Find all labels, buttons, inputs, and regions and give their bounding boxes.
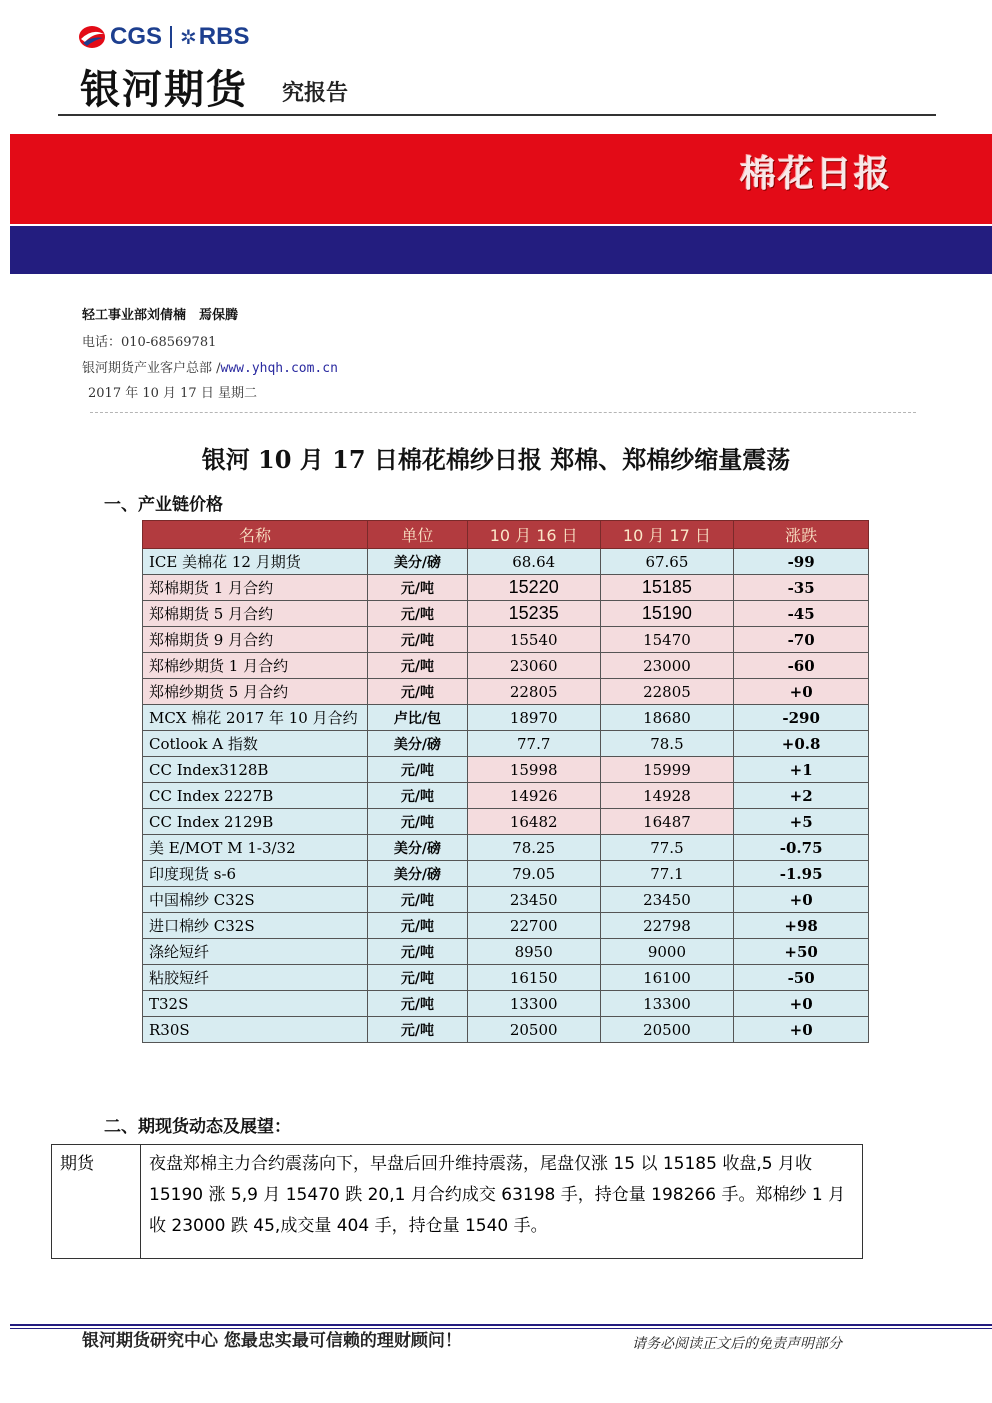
rbs-daisy-icon: ✲ [180,25,197,49]
company-name: 银河期货 [80,67,248,113]
cell-oct16: 23060 [467,653,600,679]
table-row [143,1017,869,1043]
cell-oct17: 22798 [600,913,734,939]
cell-oct17: 23000 [600,653,734,679]
cell-change: +0 [734,679,869,705]
website-link[interactable]: www.yhqh.com.cn [220,361,338,376]
cell-change: -70 [734,627,869,653]
cell-name: CC Index 2227B [143,783,368,809]
cell-oct16: 23450 [467,887,600,913]
cell-unit: 元/吨 [367,783,467,809]
table-header-row [143,521,869,549]
cell-oct16: 15998 [467,757,600,783]
cell-oct16: 22700 [467,913,600,939]
cell-change: -1.95 [734,861,869,887]
cell-oct16: 68.64 [467,549,600,575]
cell-oct17: 13300 [600,991,734,1017]
cell-name: 粘胶短纤 [143,965,368,991]
cell-oct16: 20500 [467,1017,600,1043]
table-row [143,809,869,835]
table-row [143,913,869,939]
header-oct16: 10 月 16 日 [467,521,600,549]
cell-change: -0.75 [734,835,869,861]
cell-name: ICE 美棉花 12 月期货 [143,549,368,575]
cell-unit: 美分/磅 [367,549,467,575]
cell-change: -60 [734,653,869,679]
cell-oct17: 22805 [600,679,734,705]
blue-banner [10,226,992,274]
cell-oct16: 16482 [467,809,600,835]
cell-unit: 元/吨 [367,757,467,783]
company-logo [78,20,249,54]
cell-unit: 美分/磅 [367,861,467,887]
commentary-table [51,1144,863,1259]
table-row [143,601,869,627]
cell-change: +50 [734,939,869,965]
cell-name: 郑棉期货 1 月合约 [143,575,368,601]
cell-name: R30S [143,1017,368,1043]
table-row [143,887,869,913]
table-row [143,627,869,653]
cell-name: 中国棉纱 C32S [143,887,368,913]
cell-unit: 元/吨 [367,991,467,1017]
cell-oct17: 20500 [600,1017,734,1043]
dashed-divider [90,412,916,413]
table-row [143,991,869,1017]
cell-name: 进口棉纱 C32S [143,913,368,939]
cell-unit: 元/吨 [367,627,467,653]
cell-name: MCX 棉花 2017 年 10 月合约 [143,705,368,731]
cell-oct17: 16487 [600,809,734,835]
cell-oct16: 8950 [467,939,600,965]
table-row [143,939,869,965]
table-row [143,835,869,861]
cell-oct16: 77.7 [467,731,600,757]
section-heading-prices: 一、产业链价格 [104,495,223,515]
cell-name: 印度现货 s-6 [143,861,368,887]
footer-disclaimer: 请务必阅读正文后的免责声明部分 [632,1336,842,1352]
cell-oct17: 67.65 [600,549,734,575]
header-oct17: 10 月 17 日 [600,521,734,549]
website-prefix: 银河期货产业客户总部 / [82,361,221,376]
section-heading-outlook: 二、期现货动态及展望： [104,1117,291,1137]
cell-change: -99 [734,549,869,575]
cell-unit: 元/吨 [367,601,467,627]
table-row [143,653,869,679]
header-change: 涨跌 [734,521,869,549]
cell-oct17: 16100 [600,965,734,991]
cell-name: 涤纶短纤 [143,939,368,965]
cell-unit: 元/吨 [367,939,467,965]
cell-oct16: 15235 [467,601,600,627]
cell-oct17: 18680 [600,705,734,731]
header-divider [58,114,936,116]
author-line: 轻工事业部刘倩楠 焉保腾 [82,308,239,323]
cell-unit: 元/吨 [367,653,467,679]
cell-unit: 美分/磅 [367,835,467,861]
cell-name: CC Index 2129B [143,809,368,835]
table-row [143,783,869,809]
commentary-label: 期货 [52,1145,141,1259]
cell-unit: 卢比/包 [367,705,467,731]
table-row [143,757,869,783]
cell-name: 美 E/MOT M 1-3/32 [143,835,368,861]
cell-change: +0 [734,991,869,1017]
logo-text-rbs: RBS [198,23,250,50]
cell-name: Cotlook A 指数 [143,731,368,757]
table-row [143,549,869,575]
cell-oct16: 16150 [467,965,600,991]
table-row [143,731,869,757]
logo-text-cgs: CGS [110,23,163,50]
cell-change: +0 [734,1017,869,1043]
report-date: 2017 年 10 月 17 日 星期二 [88,386,257,401]
cell-oct17: 23450 [600,887,734,913]
cell-change: +2 [734,783,869,809]
commentary-row [52,1145,863,1259]
cgs-swirl-icon [78,24,106,50]
cell-oct16: 18970 [467,705,600,731]
banner-title: 棉花日报 [739,154,892,195]
table-row [143,679,869,705]
cell-oct16: 15220 [467,575,600,601]
cell-change: +0.8 [734,731,869,757]
cell-change: +5 [734,809,869,835]
table-row [143,575,869,601]
cell-name: 郑棉期货 9 月合约 [143,627,368,653]
logo-divider [170,26,172,48]
cell-name: 郑棉纱期货 1 月合约 [143,653,368,679]
cell-oct17: 15470 [600,627,734,653]
cell-name: T32S [143,991,368,1017]
cell-unit: 元/吨 [367,965,467,991]
website-line [82,357,338,376]
price-table [142,520,869,1043]
cell-unit: 元/吨 [367,809,467,835]
cell-change: -290 [734,705,869,731]
table-row [143,861,869,887]
cell-name: 郑棉纱期货 5 月合约 [143,679,368,705]
cell-unit: 元/吨 [367,887,467,913]
cell-unit: 元/吨 [367,913,467,939]
cell-oct16: 22805 [467,679,600,705]
cell-change: +0 [734,887,869,913]
footer-slogan: 银河期货研究中心 您最忠实最可信赖的理财顾问！ [82,1331,462,1351]
commentary-text: 夜盘郑棉主力合约震荡向下，早盘后回升维持震荡，尾盘仅涨 15 以 15185 收盘,5 月收 15190 涨 5,9 月 15470 跌 20,1 月合约成交 63198 手，持仓量 198266 手。郑棉纱 1 月收 23000 跌 45,成交量 404 手，持仓量 1540 手。 [141,1145,863,1259]
cell-oct16: 13300 [467,991,600,1017]
cell-oct17: 9000 [600,939,734,965]
cell-name: CC Index3128B [143,757,368,783]
cell-oct16: 79.05 [467,861,600,887]
phone-line: 电话：010-68569781 [82,335,217,350]
cell-oct17: 15190 [600,601,734,627]
report-title: 银河 10 月 17 日棉花棉纱日报 郑棉、郑棉纱缩量震荡 [201,445,791,474]
cell-unit: 美分/磅 [367,731,467,757]
cell-oct17: 15185 [600,575,734,601]
cell-change: -50 [734,965,869,991]
cell-oct16: 15540 [467,627,600,653]
cell-unit: 元/吨 [367,1017,467,1043]
cell-oct17: 14928 [600,783,734,809]
cell-oct17: 78.5 [600,731,734,757]
table-row [143,705,869,731]
cell-oct17: 15999 [600,757,734,783]
cell-oct17: 77.1 [600,861,734,887]
cell-oct17: 77.5 [600,835,734,861]
cell-change: -35 [734,575,869,601]
cell-change: +98 [734,913,869,939]
report-type: 究报告 [282,81,349,106]
cell-name: 郑棉期货 5 月合约 [143,601,368,627]
table-row [143,965,869,991]
cell-unit: 元/吨 [367,679,467,705]
header-unit: 单位 [367,521,467,549]
cell-unit: 元/吨 [367,575,467,601]
cell-oct16: 78.25 [467,835,600,861]
header-name: 名称 [143,521,368,549]
cell-oct16: 14926 [467,783,600,809]
cell-change: -45 [734,601,869,627]
cell-change: +1 [734,757,869,783]
